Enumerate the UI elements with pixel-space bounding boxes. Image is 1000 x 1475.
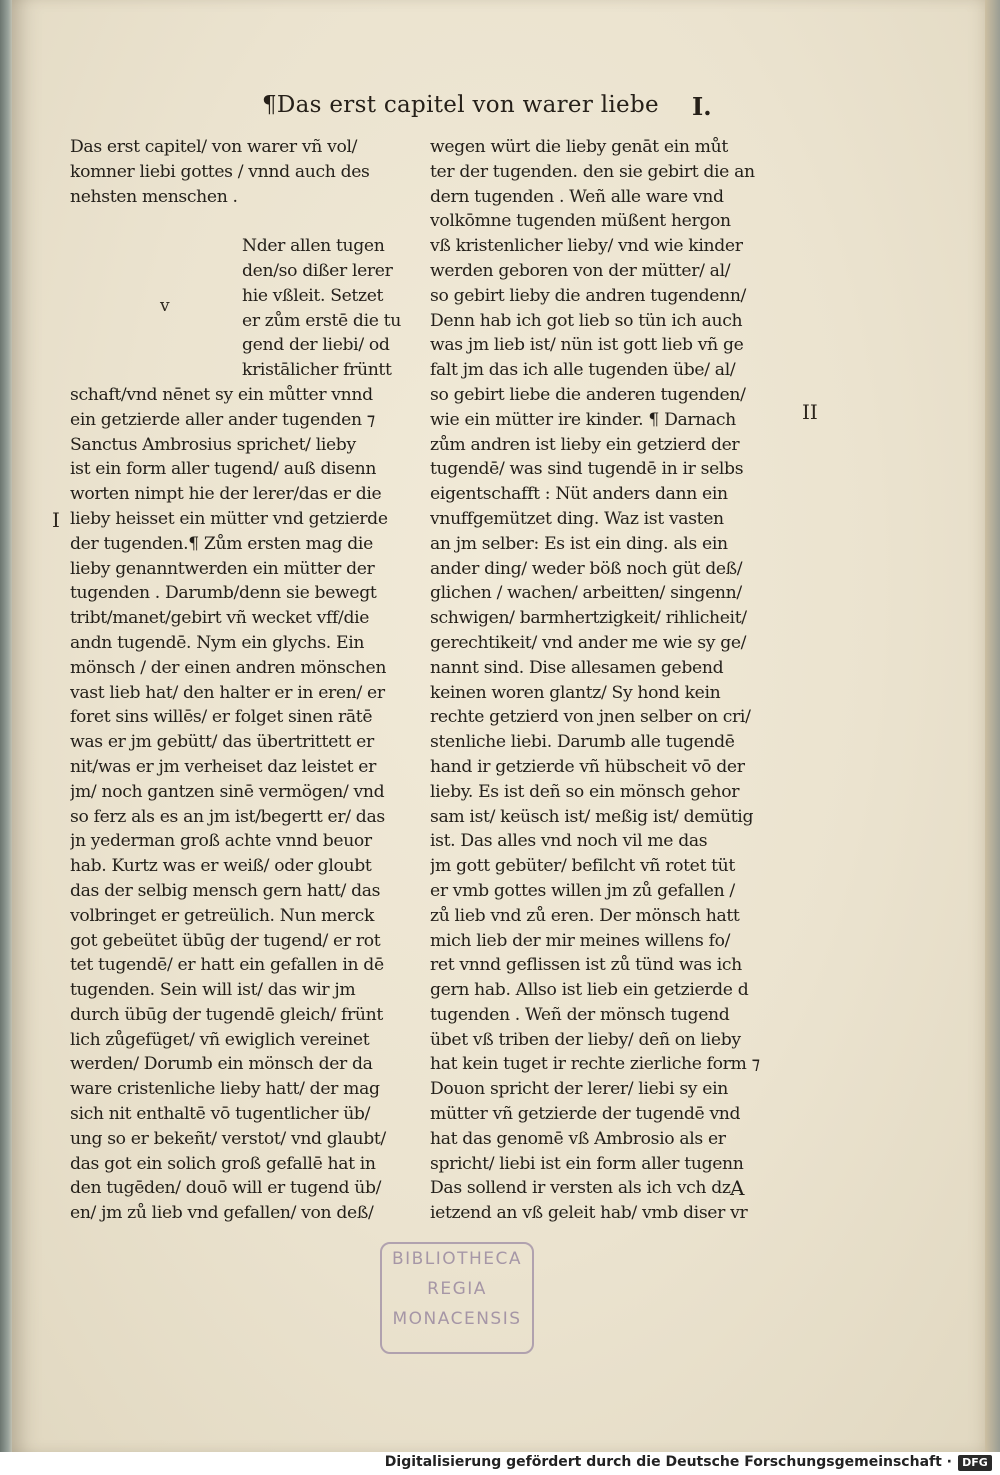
text-line: falt jm das ich alle tugenden übe/ al/ [430, 360, 736, 381]
text-line: ware cristenliche lieby hatt/ der mag [70, 1079, 380, 1100]
text-line: Sanctus Ambrosius sprichet/ lieby [70, 434, 356, 455]
text-line: was er jm gebütt/ das übertrittett er [70, 732, 374, 753]
text-line: was jm lieb ist/ nün ist gott lieb vñ ge [430, 335, 744, 356]
text-line: jn yederman groß achte vnnd beuor [70, 831, 372, 852]
text-line: werden geboren von der mütter/ al/ [430, 260, 731, 281]
footer-credit: Digitalisierung gefördert durch die Deutsche Forschungsgemeinschaft · [384, 1454, 952, 1470]
text-line: glichen / wachen/ arbeitten/ singenn/ [430, 583, 742, 604]
text-line: volbringet er getreülich. Nun merck [70, 905, 375, 926]
indented-line: den/so dißer lerer [242, 260, 393, 281]
indented-line: kristālicher früntt [242, 360, 392, 381]
dfg-logo[interactable]: DFG [958, 1455, 992, 1471]
text-line: vnuffgemützet ding. Waz ist vasten [430, 508, 724, 529]
right-column [430, 135, 800, 1226]
text-line: zů lieb vnd zů eren. Der mönsch hatt [430, 905, 740, 926]
text-line: ist ein form aller tugend/ auß disenn [70, 459, 377, 480]
text-line: stenliche liebi. Darumb alle tugendē [430, 732, 735, 753]
guide-letter: v [160, 296, 170, 316]
margin-numeral-left: I [52, 508, 60, 532]
stamp-line: MONACENSIS [392, 1309, 522, 1329]
running-head [12, 92, 987, 126]
chapter-heading-line: nehsten menschen . [70, 186, 238, 207]
text-line: hat das genomē vß Ambrosio als er [430, 1128, 726, 1149]
text-line: zům andren ist lieby ein getzierd der [430, 434, 740, 455]
text-line: ist. Das alles vnd noch vil me das [430, 831, 708, 852]
indented-line: gend der liebi/ od [242, 335, 390, 356]
text-line: schaft/vnd nēnet sy ein můtter vnnd [70, 384, 373, 405]
catchword: A [730, 1176, 745, 1200]
text-line: werden/ Dorumb ein mönsch der da [70, 1054, 373, 1075]
text-line: jm/ noch gantzen sinē vermögen/ vnd [70, 781, 385, 802]
stamp-line: BIBLIOTHECA [391, 1249, 523, 1269]
text-line: lieby heisset ein mütter vnd getzierde [70, 508, 388, 529]
text-line: mütter vñ getzierde der tugendē vnd [430, 1104, 741, 1125]
text-line: tugenden . Darumb/denn sie bewegt [70, 583, 377, 604]
text-line: vß kristenlicher lieby/ vnd wie kinder [430, 236, 743, 257]
text-line: ret vnnd geflissen ist zů tünd was ich [430, 955, 742, 976]
text-line: sich nit enthaltē vō tugentlicher üb/ [70, 1104, 371, 1125]
text-line: hat kein tuget ir rechte zierliche form ⁊ [430, 1054, 760, 1075]
text-line: rechte getzierd von jnen selber on cri/ [430, 707, 751, 728]
text-line: lich zůgefüget/ vñ ewiglich vereinet [70, 1029, 370, 1050]
text-line: lieby. Es ist deñ so ein mönsch gehor [430, 781, 740, 802]
text-line: hand ir getzierde vñ hübscheit vō der [430, 756, 745, 777]
text-line: durch übūg der tugendē gleich/ frünt [70, 1004, 383, 1025]
text-line: übet vß triben der lieby/ deñ on lieby [430, 1029, 741, 1050]
folio-number: I. [692, 92, 712, 121]
margin-numeral-right: II [802, 400, 818, 424]
text-line: der tugenden.¶ Zům ersten mag die [70, 533, 373, 554]
indented-line: Nder allen tugen [242, 236, 385, 257]
text-line: nannt sind. Dise allesamen gebend [430, 657, 724, 678]
scanned-page [12, 0, 987, 1452]
text-line: keinen woren glantz/ Sy hond kein [430, 682, 721, 703]
footer-band [0, 1452, 1000, 1475]
chapter-heading-line: Das erst capitel/ von warer vñ vol/ [70, 137, 358, 157]
text-line: worten nimpt hie der lerer/das er die [70, 484, 382, 505]
text-line: volkōmne tugenden müßent hergon [430, 211, 731, 232]
text-line: den tugēden/ douō will er tugend üb/ [70, 1178, 382, 1199]
text-line: gern hab. Allso ist lieb ein getzierde d [430, 980, 749, 1001]
text-line: an jm selber: Es ist ein ding. als ein [430, 533, 728, 554]
text-line: vast lieb hat/ den halter er in eren/ er [70, 682, 385, 703]
text-line: ung so er bekeñt/ verstot/ vnd glaubt/ [70, 1128, 386, 1149]
running-title: ¶Das erst capitel von warer liebe [262, 92, 659, 118]
text-line: ter der tugenden. den sie gebirt die an [430, 161, 755, 182]
initial-space [70, 226, 230, 386]
text-line: en/ jm zů lieb vnd gefallen/ von deß/ [70, 1203, 374, 1224]
text-line: tugenden . Weñ der mönsch tugend [430, 1004, 730, 1025]
text-line: hab. Kurtz was er weiß/ oder gloubt [70, 856, 372, 877]
text-line: ander ding/ weder böß noch güt deß/ [430, 558, 743, 579]
text-line: er vmb gottes willen jm zů gefallen / [430, 880, 735, 901]
text-line: andn tugendē. Nym ein glychs. Ein [70, 632, 365, 653]
text-line: mich lieb der mir meines willens fo/ [430, 930, 731, 951]
text-line: got gebeütet übūg der tugend/ er rot [70, 930, 381, 951]
indented-line: hie vßleit. Setzet [242, 285, 384, 306]
text-line: Das sollend ir versten als ich vch dz [430, 1178, 731, 1199]
text-line: wegen würt die lieby genāt ein můt [430, 137, 728, 157]
text-line: dern tugenden . Weñ alle ware vnd [430, 186, 724, 207]
text-line: Denn hab ich got lieb so tün ich auch [430, 310, 743, 331]
chapter-heading-line: komner liebi gottes / vnnd auch des [70, 161, 370, 182]
text-line: das der selbig mensch gern hatt/ das [70, 880, 381, 901]
text-line: Douon spricht der lerer/ liebi sy ein [430, 1079, 728, 1100]
text-line: lieby genanntwerden ein mütter der [70, 558, 375, 579]
stamp-line: REGIA [427, 1279, 487, 1299]
text-line: tet tugendē/ er hatt ein gefallen in dē [70, 955, 384, 976]
text-line: schwigen/ barmhertzigkeit/ rihlicheit/ [430, 608, 747, 629]
text-line: mönsch / der einen andren mönschen [70, 657, 387, 678]
text-line: jm gott gebüter/ befilcht vñ rotet tüt [430, 856, 735, 877]
text-line: so ferz als es an jm ist/begertt er/ das [70, 806, 385, 827]
text-line: ein getzierde aller ander tugenden ⁊ [70, 409, 375, 430]
text-line: nit/was er jm verheiset daz leistet er [70, 756, 376, 777]
text-line: eigentschafft : Nüt anders dann ein [430, 484, 728, 505]
text-line: so gebirt liebe die anderen tugenden/ [430, 384, 746, 405]
indented-line: er zům erstē die tu [242, 310, 401, 331]
text-line: so gebirt lieby die andren tugendenn/ [430, 285, 746, 306]
text-line: tribt/manet/gebirt vñ wecket vff/die [70, 608, 370, 629]
text-line: tugenden. Sein will ist/ das wir jm [70, 980, 356, 1001]
library-stamp [380, 1242, 534, 1354]
text-line: foret sins willēs/ er folget sinen rātē [70, 707, 373, 728]
page-fore-edge [985, 0, 1000, 1452]
text-line: gerechtikeit/ vnd ander me wie sy ge/ [430, 632, 747, 653]
text-line: ietzend an vß geleit hab/ vmb diser vr [430, 1203, 748, 1224]
text-line: das got ein solich groß gefallē hat in [70, 1153, 376, 1174]
text-line: wie ein mütter ire kinder. ¶ Darnach [430, 409, 736, 430]
text-line: sam ist/ keüsch ist/ meßig ist/ demütig [430, 806, 754, 827]
text-line: spricht/ liebi ist ein form aller tugenn [430, 1153, 744, 1174]
text-line: tugendē/ was sind tugendē in ir selbs [430, 459, 744, 480]
